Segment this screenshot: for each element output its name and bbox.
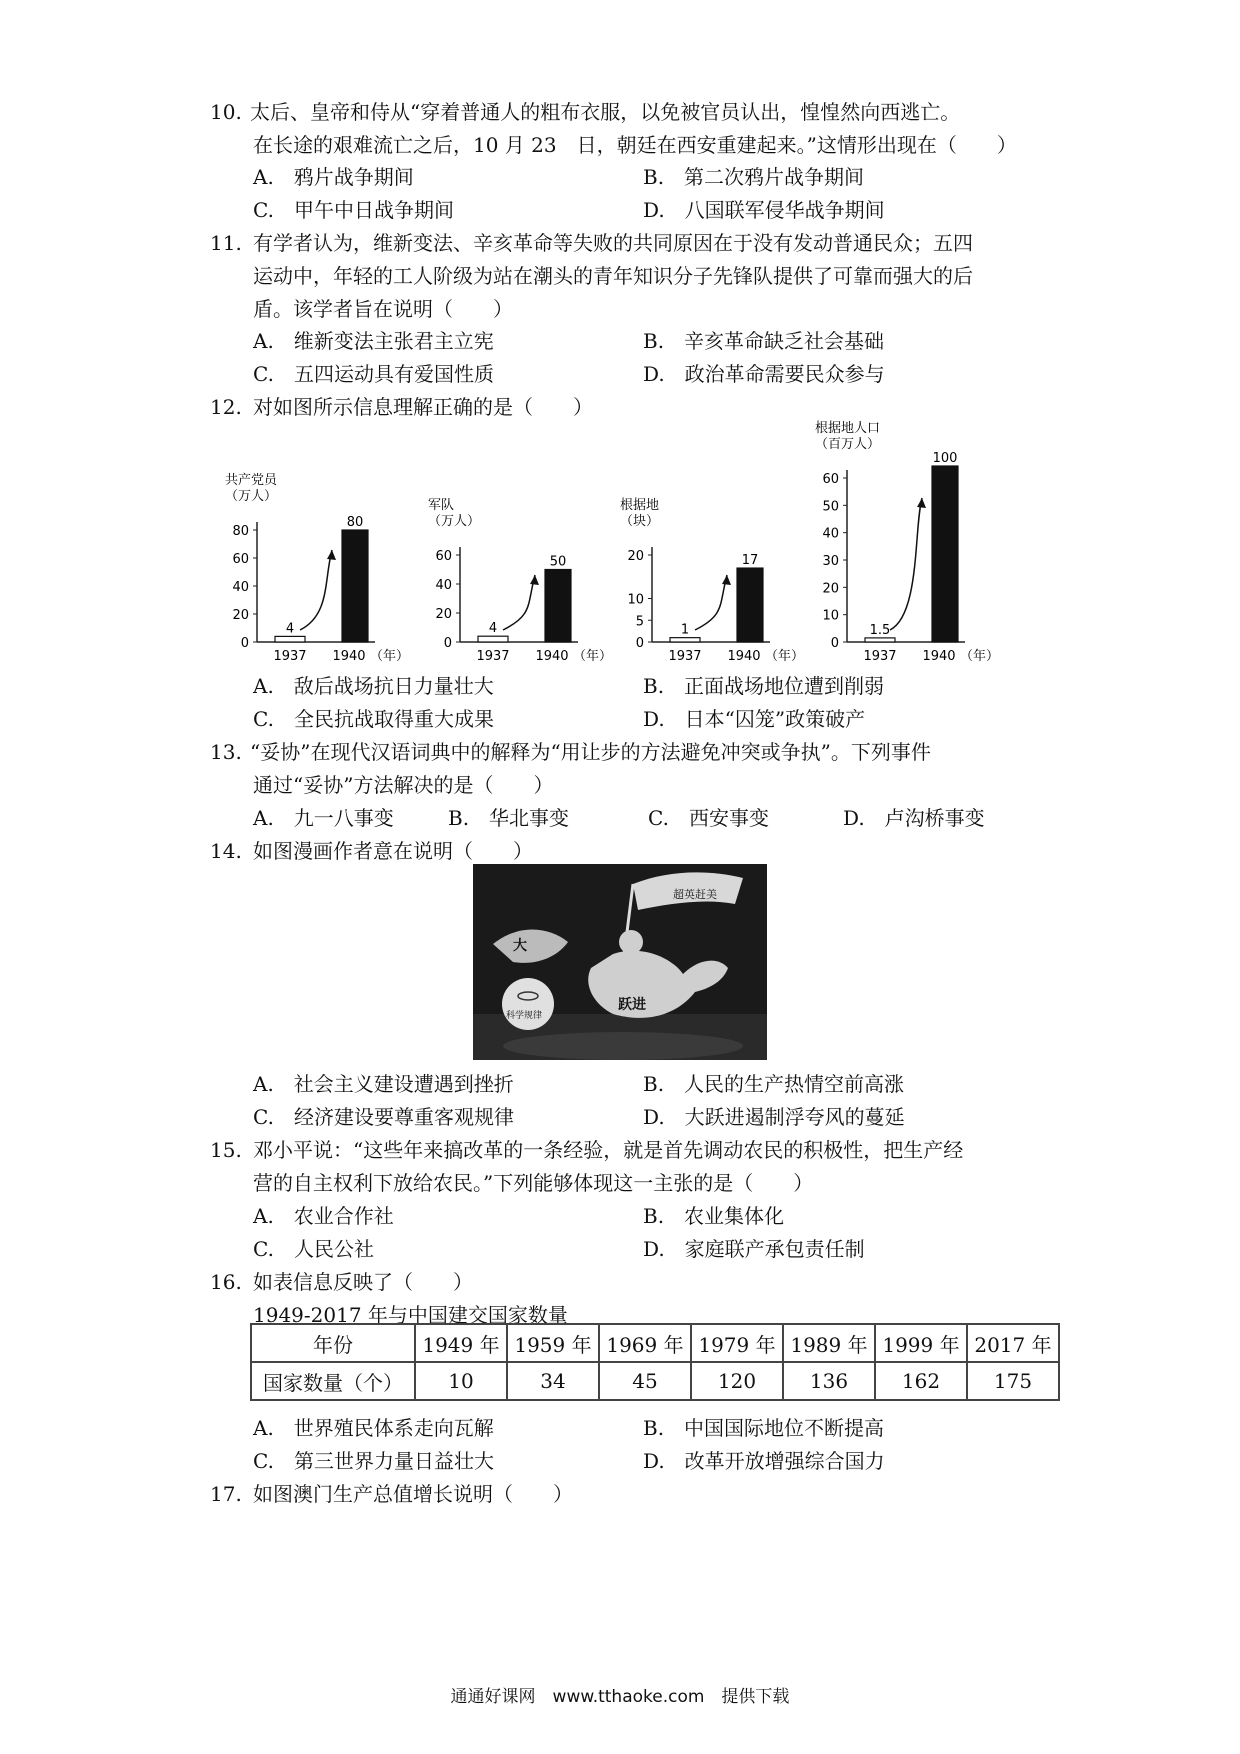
- banner-text: 超英赶美: [673, 888, 717, 901]
- question-number: 12.: [210, 395, 242, 419]
- bar-1940: [737, 568, 763, 642]
- chart-title: 根据地人口: [815, 421, 881, 436]
- question-13: [210, 736, 1060, 802]
- option-a[interactable]: A. 鸦片战争期间: [253, 165, 414, 189]
- question-number: 16.: [210, 1270, 242, 1294]
- question-text-line: 对如图所示信息理解正确的是（ ）: [253, 395, 593, 419]
- x-tick-label: 1937: [863, 649, 897, 664]
- growth-arrow: [300, 550, 332, 630]
- y-tick-label: 60: [822, 472, 839, 487]
- chart-party-members: [225, 470, 435, 670]
- x-tick-label: 1940: [922, 649, 956, 664]
- y-tick-label: 60: [435, 549, 452, 564]
- y-tick-label: 60: [232, 552, 249, 567]
- bar-value-label: 100: [932, 451, 958, 466]
- option-d[interactable]: D. 改革开放增强综合国力: [643, 1449, 885, 1473]
- y-tick-label: 0: [635, 636, 644, 651]
- y-tick-label: 10: [627, 592, 644, 608]
- question-text-line: 运动中，年轻的工人阶级为站在潮头的青年知识分子先锋队提供了可靠而强大的后: [253, 264, 973, 288]
- option-b[interactable]: B. 第二次鸦片战争期间: [643, 165, 865, 189]
- table-header-row: [251, 1324, 1059, 1362]
- question-text-line: 有学者认为，维新变法、辛亥革命等失败的共同原因在于没有发动普通民众；五四: [253, 231, 973, 255]
- option-c[interactable]: C. 人民公社: [253, 1237, 374, 1261]
- x-unit-label: （年）: [765, 649, 805, 664]
- y-tick-label: 80: [232, 524, 249, 539]
- table-cell: 10: [415, 1362, 507, 1400]
- option-c[interactable]: C. 经济建设要尊重客观规律: [253, 1105, 514, 1129]
- option-c[interactable]: C. 第三世界力量日益壮大: [253, 1449, 494, 1473]
- y-tick-label: 0: [240, 636, 249, 651]
- x-tick-label: 1940: [727, 649, 761, 664]
- bar-1940: [932, 466, 958, 642]
- option-b[interactable]: B. 华北事变: [448, 806, 570, 830]
- chart-title: 根据地: [620, 498, 660, 513]
- question-number: 11.: [210, 231, 242, 255]
- option-b[interactable]: B. 中国国际地位不断提高: [643, 1416, 885, 1440]
- y-tick-label: 0: [443, 636, 452, 651]
- question-text-line: 如图漫画作者意在说明（ ）: [253, 839, 533, 863]
- table-cell: 2017 年: [967, 1324, 1059, 1362]
- y-tick-label: 40: [435, 578, 452, 593]
- option-d[interactable]: D. 八国联军侵华战争期间: [643, 198, 885, 222]
- bar-1937: [670, 638, 700, 642]
- option-d[interactable]: D. 政治革命需要民众参与: [643, 362, 885, 386]
- cartoon-image: [473, 864, 767, 1060]
- table-cell: 120: [691, 1362, 783, 1400]
- question-text-line: 通过“妥协”方法解决的是（ ）: [253, 773, 554, 797]
- x-tick-label: 1937: [476, 649, 510, 664]
- option-c[interactable]: C. 甲午中日战争期间: [253, 198, 454, 222]
- question-17: [210, 1478, 1060, 1511]
- option-a[interactable]: A. 九一八事变: [253, 806, 394, 830]
- horse-text: 大: [513, 938, 527, 954]
- option-a[interactable]: A. 农业合作社: [253, 1204, 394, 1228]
- bar-1940: [545, 570, 571, 643]
- x-unit-label: （年）: [960, 649, 1000, 664]
- x-tick-label: 1940: [535, 649, 569, 664]
- table-cell: 1989 年: [783, 1324, 875, 1362]
- y-tick-label: 5: [635, 614, 644, 630]
- x-tick-label: 1937: [273, 649, 307, 664]
- growth-arrow: [695, 575, 727, 630]
- bar-1940: [342, 530, 368, 642]
- x-tick-label: 1937: [668, 649, 702, 664]
- question-text-line: 如表信息反映了（ ）: [253, 1270, 473, 1294]
- table-row: [251, 1362, 1059, 1400]
- growth-arrow-head: [327, 550, 336, 560]
- chart-ylabel: （万人）: [225, 489, 278, 504]
- chart-title: 军队: [428, 498, 455, 513]
- chart-army: [428, 495, 638, 670]
- option-b[interactable]: B. 人民的生产热情空前高涨: [643, 1072, 905, 1096]
- question-number: 17.: [210, 1482, 242, 1506]
- question-text-line: 邓小平说：“这些年来搞改革的一条经验，就是首先调动农民的积极性，把生产经: [253, 1138, 964, 1162]
- growth-arrow-head: [917, 498, 926, 508]
- bar-1937: [865, 638, 895, 642]
- table-cell: 1969 年: [599, 1324, 691, 1362]
- question-text-line: 营的自主权利下放给农民。”下列能够体现这一主张的是（ ）: [253, 1171, 814, 1195]
- option-d[interactable]: D. 家庭联产承包责任制: [643, 1237, 865, 1261]
- ball-shape: [502, 978, 554, 1030]
- growth-arrow-head: [722, 575, 731, 585]
- option-b[interactable]: B. 正面战场地位遭到削弱: [643, 674, 885, 698]
- bar-1937: [275, 636, 305, 642]
- table-cell: 136: [783, 1362, 875, 1400]
- table-cell: 1999 年: [875, 1324, 967, 1362]
- table-cell: 162: [875, 1362, 967, 1400]
- x-tick-label: 1940: [332, 649, 366, 664]
- bar-value-label: 50: [549, 554, 567, 570]
- option-a[interactable]: A. 敌后战场抗日力量壮大: [253, 674, 494, 698]
- table-cell: 1959 年: [507, 1324, 599, 1362]
- page-footer: 通通好课网 www.tthaoke.com 提供下载: [450, 1687, 790, 1707]
- y-tick-label: 40: [822, 526, 839, 542]
- table-cell: 175: [967, 1362, 1059, 1400]
- rider-head: [619, 930, 643, 954]
- option-a[interactable]: A. 维新变法主张君主立宪: [253, 329, 494, 353]
- x-unit-label: （年）: [573, 649, 613, 664]
- option-a[interactable]: A. 社会主义建设遭遇到挫折: [253, 1072, 514, 1096]
- option-c[interactable]: C. 五四运动具有爱国性质: [253, 362, 494, 386]
- cartoon-drawing: [473, 864, 767, 1060]
- ball-text: 科学规律: [506, 1011, 543, 1021]
- option-c[interactable]: C. 全民抗战取得重大成果: [253, 707, 494, 731]
- question-number: 15.: [210, 1138, 242, 1162]
- bar-value-label: 80: [346, 515, 364, 530]
- x-unit-label: （年）: [370, 649, 410, 664]
- question-number: 13.: [210, 740, 242, 764]
- table-cell: 国家数量（个）: [251, 1362, 415, 1400]
- question-text-line: 盾。该学者旨在说明（ ）: [253, 297, 513, 321]
- question-number: 14.: [210, 839, 242, 863]
- table-cell: 1979 年: [691, 1324, 783, 1362]
- y-tick-label: 40: [232, 580, 249, 595]
- option-b[interactable]: B. 辛亥革命缺乏社会基础: [643, 329, 885, 353]
- y-tick-label: 10: [822, 608, 839, 624]
- question-number: 10.: [210, 100, 242, 124]
- bar-value-label: 1: [680, 622, 690, 638]
- chart-bases: [620, 495, 830, 670]
- y-tick-label: 20: [627, 549, 644, 564]
- question-10: [210, 96, 1060, 162]
- option-d[interactable]: D. 大跃进遏制浮夸风的蔓延: [643, 1105, 905, 1129]
- option-c[interactable]: C. 西安事变: [648, 806, 769, 830]
- question-text-line: “妥协”在现代汉语词典中的解释为“用让步的方法避免冲突或争执”。下列事件: [250, 740, 931, 764]
- bar-1937: [478, 636, 508, 642]
- question-11: [210, 227, 1060, 326]
- growth-arrow-head: [530, 575, 539, 585]
- bar-value-label: 17: [741, 553, 759, 569]
- y-tick-label: 20: [232, 608, 249, 623]
- table-caption: 1949-2017 年与中国建交国家数量: [253, 1303, 568, 1327]
- bar-value-label: 4: [488, 621, 498, 637]
- option-b[interactable]: B. 农业集体化: [643, 1204, 785, 1228]
- y-tick-label: 0: [830, 636, 839, 651]
- growth-arrow: [503, 575, 535, 630]
- bar-value-label: 1.5: [869, 622, 891, 638]
- question-text-line: 在长途的艰难流亡之后，10 月 23 日，朝廷在西安重建起来。”这情形出现在（ ）: [253, 133, 1017, 157]
- y-tick-label: 30: [822, 554, 839, 569]
- y-tick-label: 20: [435, 607, 452, 622]
- option-d[interactable]: D. 日本“囚笼”政策破产: [643, 707, 866, 731]
- y-tick-label: 20: [822, 581, 839, 597]
- table-cell: 1949 年: [415, 1324, 507, 1362]
- option-a[interactable]: A. 世界殖民体系走向瓦解: [253, 1416, 494, 1440]
- chart-base-population: [815, 418, 1025, 670]
- question-text-line: 如图澳门生产总值增长说明（ ）: [253, 1482, 573, 1506]
- option-d[interactable]: D. 卢沟桥事变: [843, 806, 985, 830]
- growth-arrow: [890, 498, 922, 630]
- bar-value-label: 4: [285, 621, 295, 637]
- table-cell: 34: [507, 1362, 599, 1400]
- table-cell: 45: [599, 1362, 691, 1400]
- chart-ylabel: （百万人）: [815, 437, 881, 452]
- chart-title: 共产党员: [225, 473, 278, 488]
- rider-text: 跃进: [618, 997, 646, 1013]
- chart-ylabel: （块）: [620, 514, 660, 529]
- chart-ylabel: （万人）: [428, 514, 481, 529]
- question-15: [210, 1134, 1060, 1200]
- y-tick-label: 50: [822, 499, 839, 515]
- question-text-line: 太后、皇帝和侍从“穿着普通人的粗布衣服，以免被官员认出，惶惶然向西逃亡。: [250, 100, 961, 124]
- diplomatic-relations-table: [250, 1323, 1060, 1401]
- table-cell: 年份: [251, 1324, 415, 1362]
